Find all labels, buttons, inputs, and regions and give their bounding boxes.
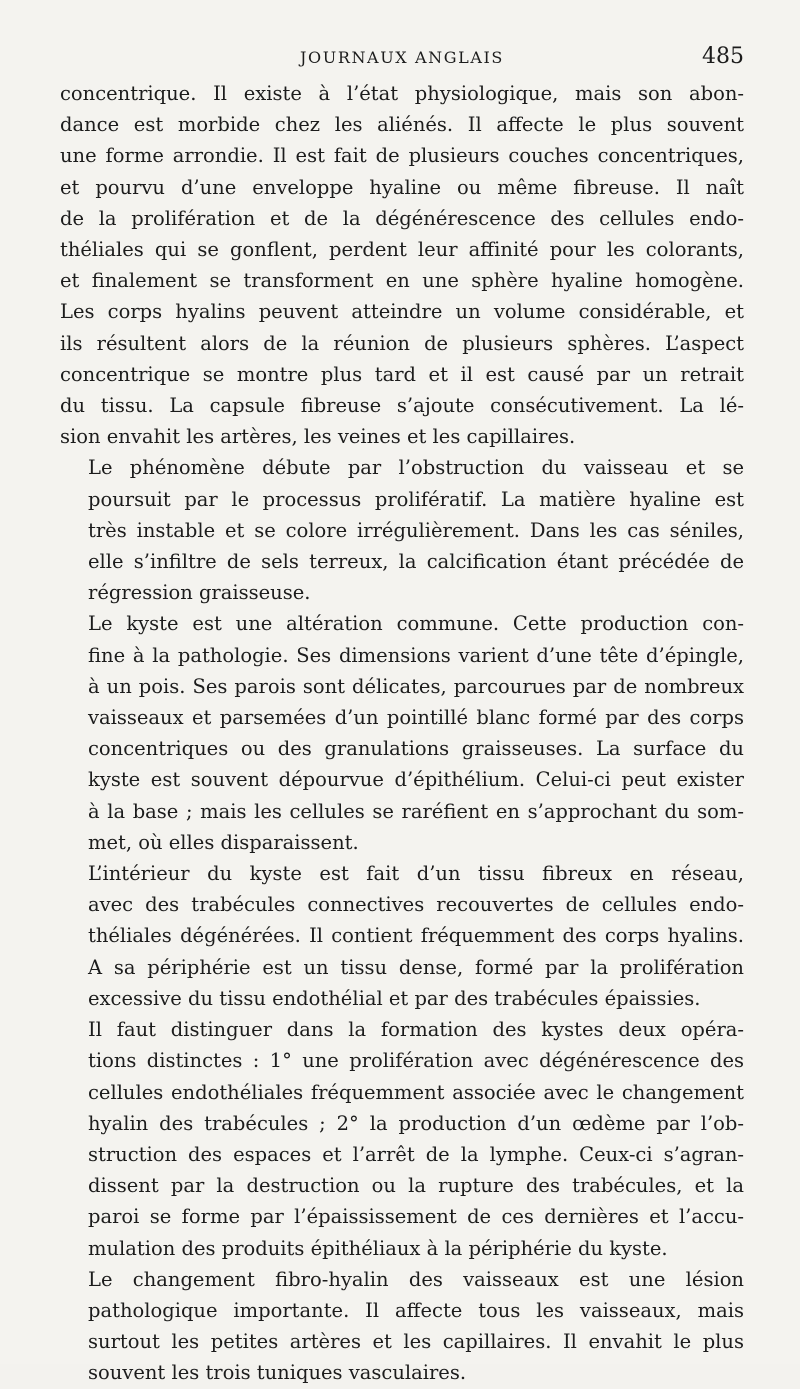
text-line: à la base ; mais les cellules se raréfient en s’approchant du som-: [88, 799, 744, 823]
paragraph-2: [60, 452, 744, 608]
text-line: Il faut distinguer dans la formation des kystes deux opéra-: [88, 1018, 744, 1042]
text-line: régression graisseuse.: [88, 581, 311, 605]
text-line: pathologique importante. Il affecte tous les vaisseaux, mais: [88, 1298, 744, 1322]
text-line: théliales qui se gonflent, perdent leur affinité pour les colorants,: [60, 238, 744, 262]
text-line: vaisseaux et parsemées d’un pointillé blanc formé par des corps: [88, 706, 744, 730]
paragraph-6: [60, 1264, 744, 1389]
text-line: A sa périphérie est un tissu dense, formé par la prolifération: [88, 955, 744, 979]
text-line: et finalement se transforment en une sphère hyaline homogène.: [60, 269, 744, 293]
text-line: très instable et se colore irrégulièrement. Dans les cas séniles,: [88, 518, 744, 542]
text-line: Le kyste est une altération commune. Cette production con-: [88, 612, 744, 636]
text-line: hyalin des trabécules ; 2° la production d’un œdème par l’ob-: [88, 1111, 744, 1135]
text-line: souvent les trois tuniques vasculaires.: [88, 1361, 467, 1385]
text-line: L’intérieur du kyste est fait d’un tissu fibreux en réseau,: [88, 862, 744, 886]
text-line: elle s’infiltre de sels terreux, la calcification étant précédée de: [88, 550, 744, 574]
text-line: dance est morbide chez les aliénés. Il affecte le plus souvent: [60, 113, 744, 137]
text-line: théliales dégénérées. Il contient fréquemment des corps hyalins.: [88, 924, 744, 948]
page-header: [60, 44, 744, 74]
text-line: fine à la pathologie. Ses dimensions varient d’une tête d’épingle,: [88, 643, 744, 667]
text-line: surtout les petites artères et les capillaires. Il envahit le plus: [88, 1330, 744, 1354]
text-line: mulation des produits épithéliaux à la périphérie du kyste.: [88, 1236, 668, 1260]
text-line: sion envahit les artères, les veines et les capillaires.: [60, 425, 576, 449]
paragraph-4: [60, 858, 744, 1014]
text-line: Le changement fibro-hyalin des vaisseaux est une lésion: [88, 1267, 744, 1291]
text-line: paroi se forme par l’épaississement de ces dernières et l’accu-: [88, 1205, 744, 1229]
text-line: poursuit par le processus prolifératif. La matière hyaline est: [88, 487, 744, 511]
paragraph-1: [60, 78, 744, 452]
text-line: ils résultent alors de la réunion de plusieurs sphères. L’aspect: [60, 331, 744, 355]
text-line: à un pois. Ses parois sont délicates, parcourues par de nombreux: [88, 674, 744, 698]
text-line: cellules endothéliales fréquemment associée avec le changement: [88, 1080, 744, 1104]
text-line: struction des espaces et l’arrêt de la lymphe. Ceux-ci s’agran-: [88, 1142, 744, 1166]
text-line: de la prolifération et de la dégénérescence des cellules endo-: [60, 206, 744, 230]
text-line: excessive du tissu endothélial et par des trabécules épaissies.: [88, 986, 701, 1010]
text-line: une forme arrondie. Il est fait de plusieurs couches concentriques,: [60, 144, 744, 168]
text-line: concentrique. Il existe à l’état physiologique, mais son abon-: [60, 82, 744, 105]
text-line: tions distinctes : 1° une prolifération avec dégénérescence des: [88, 1049, 744, 1073]
text-line: met, où elles disparaissent.: [88, 830, 359, 854]
text-line: dissent par la destruction ou la rupture des trabécules, et la: [88, 1174, 744, 1198]
text-line: Le phénomène débute par l’obstruction du vaisseau et se: [88, 456, 744, 480]
paragraph-3: [60, 608, 744, 858]
text-line: concentriques ou des granulations graisseuses. La surface du: [88, 737, 744, 761]
running-title: JOURNAUX ANGLAIS: [300, 48, 504, 67]
page-number: 485: [702, 44, 744, 69]
paragraph-5: [60, 1014, 744, 1264]
text-line: du tissu. La capsule fibreuse s’ajoute consécutivement. La lé-: [60, 394, 744, 418]
text-line: et pourvu d’une enveloppe hyaline ou même fibreuse. Il naît: [60, 175, 744, 199]
page-body: [60, 78, 744, 1389]
text-line: avec des trabécules connectives recouvertes de cellules endo-: [88, 893, 744, 917]
text-line: concentrique se montre plus tard et il est causé par un retrait: [60, 362, 744, 386]
text-line: kyste est souvent dépourvue d’épithélium. Celui-ci peut exister: [88, 768, 744, 792]
text-line: Les corps hyalins peuvent atteindre un volume considérable, et: [60, 300, 744, 324]
